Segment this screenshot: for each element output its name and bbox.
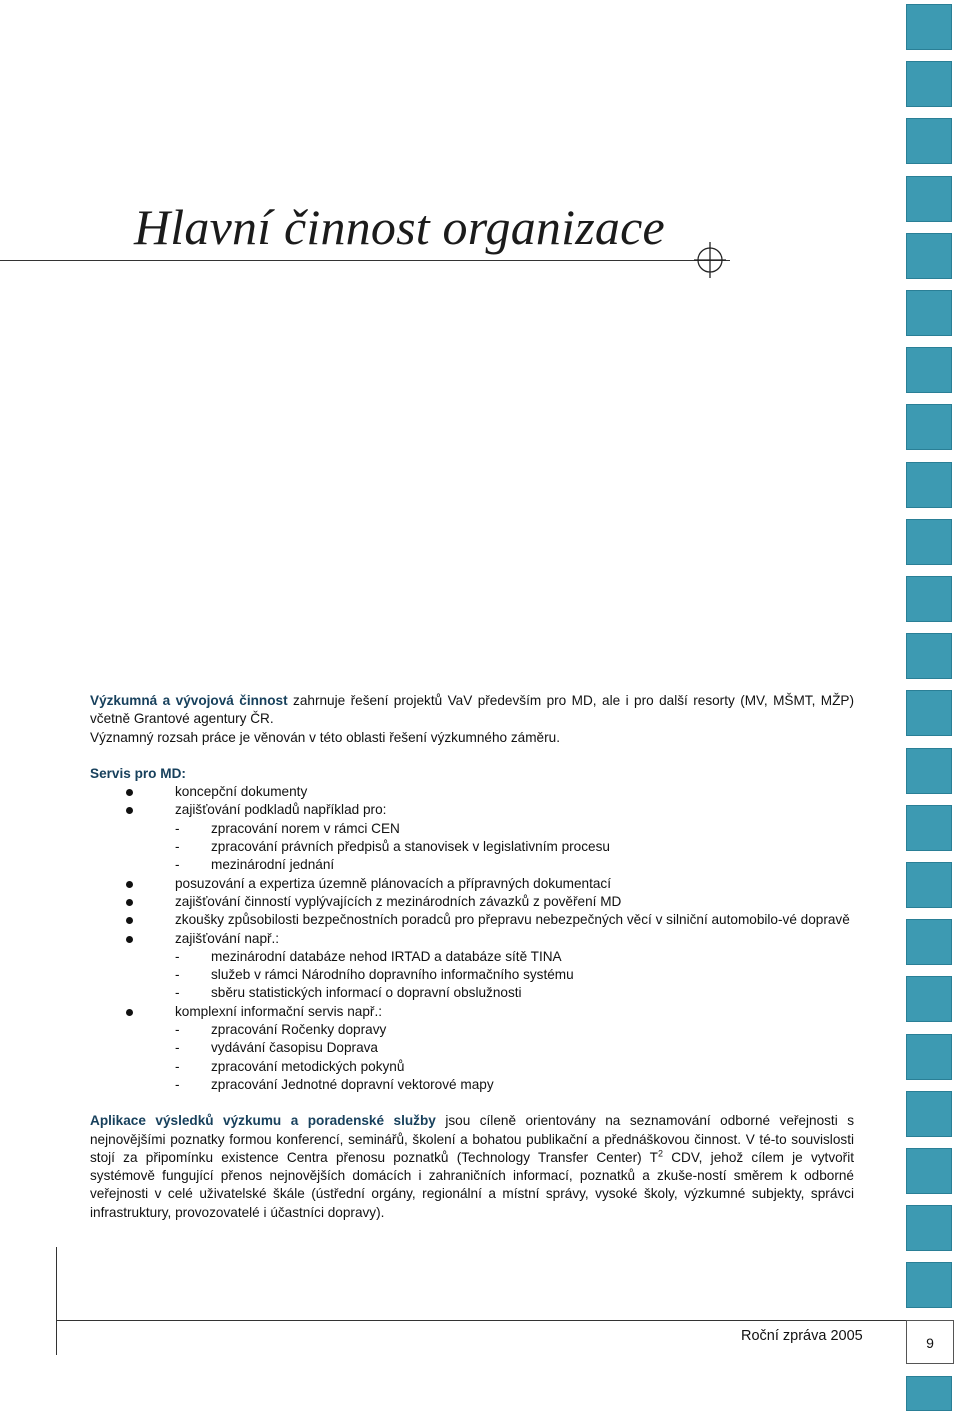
decorative-tile xyxy=(906,404,952,450)
servis-subitem-label: sběru statistických informací o dopravní obslužnosti xyxy=(211,985,522,1001)
decorative-tile xyxy=(906,462,952,508)
decorative-tile xyxy=(906,1034,952,1080)
servis-subitem xyxy=(90,984,854,1002)
title-rule xyxy=(0,260,730,261)
servis-subitem-label: vydávání časopisu Doprava xyxy=(211,1040,378,1056)
intro-paragraph xyxy=(90,692,854,747)
servis-list xyxy=(90,783,854,1094)
bullet-icon xyxy=(126,899,133,906)
servis-item xyxy=(90,1003,854,1021)
servis-subitem xyxy=(90,1039,854,1057)
servis-item-label: zajišťování činností vyplývajících z mezinárodních závazků z pověření MD xyxy=(175,893,622,909)
servis-subitem xyxy=(90,1058,854,1076)
servis-title: Servis pro MD: xyxy=(90,765,186,781)
dash-icon: - xyxy=(175,857,180,873)
decorative-tile xyxy=(906,1091,952,1137)
decorative-tile xyxy=(906,519,952,565)
servis-item xyxy=(90,875,854,893)
decorative-tile xyxy=(906,233,952,279)
bullet-icon xyxy=(126,789,133,796)
crosshair-icon xyxy=(694,242,726,278)
servis-item xyxy=(90,801,854,819)
servis-subitem-label: mezinárodní jednání xyxy=(211,857,335,873)
page-number: 9 xyxy=(906,1320,954,1364)
apps-paragraph xyxy=(90,1112,854,1222)
decorative-tile xyxy=(906,805,952,851)
servis-subitem xyxy=(90,1076,854,1094)
bullet-icon xyxy=(126,1009,133,1016)
servis-subitem-label: zpracování norem v rámci CEN xyxy=(211,820,400,836)
decorative-tile xyxy=(906,118,952,164)
servis-item-label: zkoušky způsobilosti bezpečnostních poradců pro přepravu nebezpečných věcí v silniční automobilo-vé dopravě xyxy=(175,912,850,928)
decorative-tile xyxy=(906,919,952,965)
dash-icon: - xyxy=(175,967,180,983)
main-content xyxy=(90,692,854,1222)
dash-icon: - xyxy=(175,1076,180,1092)
intro-text: zahrnuje řešení projektů VaV především pro MD, ale i pro další resorty (MV, MŠMT, MŽP) včetně Grantové agentury ČR. xyxy=(90,693,855,727)
decorative-tile xyxy=(906,61,952,107)
servis-item xyxy=(90,893,854,911)
apps-bold: Aplikace výsledků výzkumu a poradenské služby xyxy=(90,1113,436,1129)
decorative-tile xyxy=(906,4,952,50)
servis-item xyxy=(90,930,854,948)
servis-subitem xyxy=(90,966,854,984)
servis-item-label: zajišťování např.: xyxy=(175,930,280,946)
servis-item xyxy=(90,911,854,929)
bullet-icon xyxy=(126,881,133,888)
servis-item-label: posuzování a expertiza územně plánovacích a přípravných dokumentací xyxy=(175,875,612,891)
apps-text-b: CDV, jehož cílem je vytvořit systémově fungující přenos nejnovějších domácích i zahraničních informací, poznatků a zkuše-ností směrem k odborné veřejnosti v celé uživatelské škále (ústřední orgány, regionální a místní správy, vysoké školy, výzkumné subjekty, správci infrastruktury, provozovatelé i účastníci dopravy). xyxy=(90,1149,854,1220)
decorative-tile xyxy=(906,1205,952,1251)
decorative-tile xyxy=(906,1376,952,1411)
bullet-icon xyxy=(126,807,133,814)
dash-icon: - xyxy=(175,985,180,1001)
apps-superscript: 2 xyxy=(657,1148,663,1159)
servis-subitem-label: zpracování Jednotné dopravní vektorové mapy xyxy=(211,1076,494,1092)
decorative-tile xyxy=(906,347,952,393)
servis-subitem-label: mezinárodní databáze nehod IRTAD a databáze sítě TINA xyxy=(211,948,562,964)
decorative-tile xyxy=(906,176,952,222)
bullet-icon xyxy=(126,936,133,943)
dash-icon: - xyxy=(175,1040,180,1056)
servis-subitem-label: zpracování Ročenky dopravy xyxy=(211,1022,387,1038)
servis-subitem xyxy=(90,1021,854,1039)
servis-item-label: zajišťování podkladů například pro: xyxy=(175,802,387,818)
dash-icon: - xyxy=(175,839,180,855)
dash-icon: - xyxy=(175,1022,180,1038)
decorative-tile xyxy=(906,290,952,336)
bullet-icon xyxy=(126,917,133,924)
servis-subitem xyxy=(90,948,854,966)
decorative-tile xyxy=(906,1262,952,1308)
dash-icon: - xyxy=(175,820,180,836)
servis-item xyxy=(90,783,854,801)
decorative-tile xyxy=(906,748,952,794)
decorative-tile xyxy=(906,576,952,622)
servis-item-label: koncepční dokumenty xyxy=(175,784,308,800)
footer-vertical-rule xyxy=(56,1247,57,1355)
apps-text-a: jsou cíleně orientovány na seznamování odborné veřejnosti s nejnovějšími poznatky formou konferencí, seminářů, školení a bohatou publikační a přednáškovou činnost. V té-to souvislosti stojí za připomínku existence Centra přenosu poznatků (Technology Transfer Center) T xyxy=(90,1113,854,1165)
page-title: Hlavní činnost organizace xyxy=(134,199,665,255)
dash-icon: - xyxy=(175,948,180,964)
decorative-tile xyxy=(906,690,952,736)
footer-horizontal-rule xyxy=(56,1320,906,1321)
footer-report-label: Roční zpráva 2005 xyxy=(741,1328,863,1344)
decorative-tile xyxy=(906,862,952,908)
intro-text-2: Významný rozsah práce je věnován v této oblasti řešení výzkumného záměru. xyxy=(90,729,560,745)
dash-icon: - xyxy=(175,1058,180,1074)
servis-subitem-label: služeb v rámci Národního dopravního informačního systému xyxy=(211,967,574,983)
decorative-tile xyxy=(906,976,952,1022)
servis-item-label: komplexní informační servis např.: xyxy=(175,1003,383,1019)
servis-subitem xyxy=(90,820,854,838)
servis-subitem-label: zpracování právních předpisů a stanovisek v legislativním procesu xyxy=(211,839,610,855)
servis-subitem xyxy=(90,856,854,874)
servis-subitem-label: zpracování metodických pokynů xyxy=(211,1058,405,1074)
decorative-tile xyxy=(906,633,952,679)
decorative-tile xyxy=(906,1148,952,1194)
intro-bold: Výzkumná a vývojová činnost xyxy=(90,693,288,708)
servis-subitem xyxy=(90,838,854,856)
